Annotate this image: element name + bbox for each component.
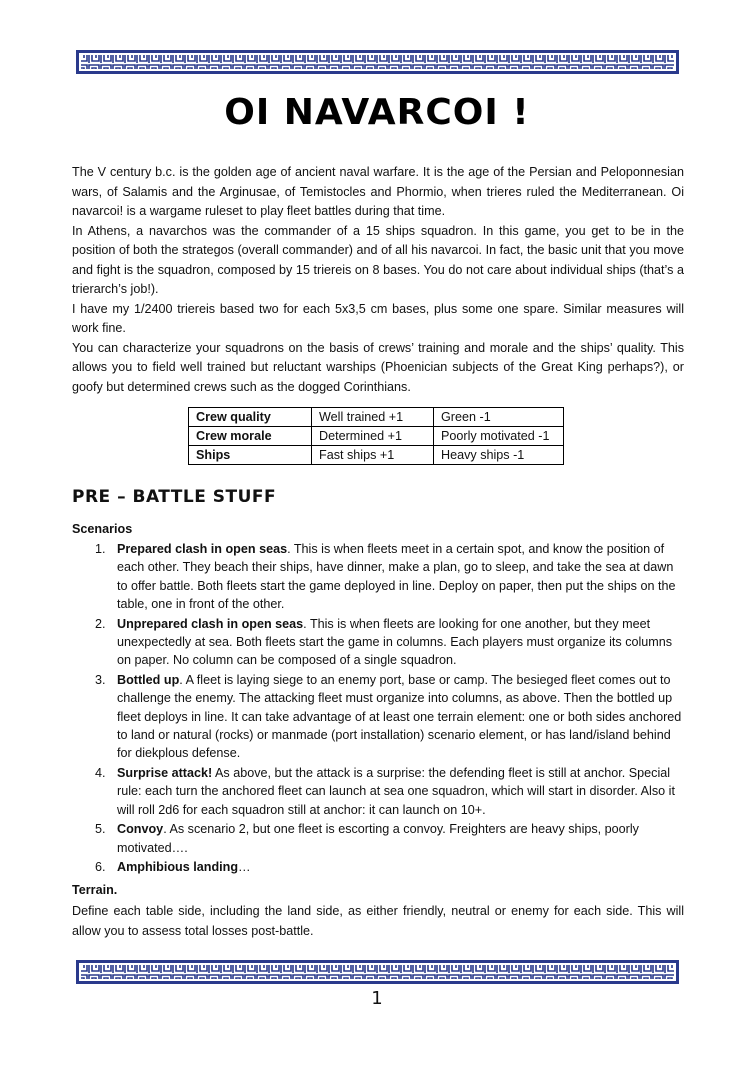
list-item — [72, 615, 684, 670]
table-cell: Ships — [189, 446, 312, 465]
scenario-name: Amphibious landing — [117, 859, 239, 874]
intro-text — [72, 163, 684, 397]
page-title: OI NAVARCOI ! — [224, 92, 530, 133]
scenario-list — [72, 540, 684, 877]
list-item — [72, 540, 684, 614]
list-item — [72, 764, 684, 819]
scenario-name: Unprepared clash in open seas — [117, 616, 304, 631]
list-item — [72, 858, 684, 876]
list-number: 2. — [95, 616, 106, 631]
scenario-name: Convoy — [117, 822, 164, 837]
intro-paragraph-3: I have my 1/2400 triereis based two for each 5x3,5 cm bases, plus some one spare. Similar measures will work fine. — [72, 301, 684, 335]
table-row — [189, 427, 564, 446]
list-number: 6. — [95, 859, 106, 874]
greek-key-border-top — [76, 50, 679, 74]
scenario-name: Surprise attack! — [117, 765, 213, 780]
scenario-text: . This is when fleets meet in a certain spot, and know the position of each other. They beach their ships, have dinner, make a plan, go to sleep, and take the sea at dawn to offer battle. Both fleets start the game deployed in line. Deploy on paper, then put the ships on the table, one in front of the other. — [117, 542, 676, 612]
list-number: 3. — [95, 672, 106, 687]
table-row — [189, 446, 564, 465]
intro-paragraph-1: The V century b.c. is the golden age of ancient naval warfare. It is the age of the Persian and Peloponnesian wars, of Salamis and the Arginusae, of Temistocles and Phormio, when trieres ruled the Mediterranean. Oi navarcoi! is a wargame ruleset to play fleet battles during that time. — [72, 165, 684, 218]
list-number: 4. — [95, 765, 106, 780]
scenario-text: . As scenario 2, but one fleet is escorting a convoy. Freighters are heavy ships, poorly motivated…. — [117, 822, 639, 855]
list-number: 1. — [95, 542, 106, 556]
scenario-text: . A fleet is laying siege to an enemy port, base or camp. The besieged fleet comes out to challenge the enemy. The attacking fleet must organize into columns, as above. Then the bottled up fleet deploys in line. It can take advantage of at least one terrain element: one or both sides anchored to land or natural (rocks) or manmade (port installation) scenario element, or has land/island behind for diekplous defense. — [117, 672, 682, 761]
terrain-text: Define each table side, including the land side, as either friendly, neutral or enemy for each side. This will allow you to assess total losses post-battle. — [72, 904, 684, 938]
scenarios-heading: Scenarios — [72, 522, 133, 536]
scenario-text: . This is when fleets are looking for one another, but they meet unexpectedly at sea. Both fleets start the game in columns. Each players must organize its columns on paper. No column can be composed of a single squadron. — [117, 616, 673, 668]
table-cell: Poorly motivated -1 — [434, 427, 564, 446]
table-cell: Well trained +1 — [312, 408, 434, 427]
list-item — [72, 820, 684, 857]
crew-table — [188, 407, 564, 465]
table-cell: Green -1 — [434, 408, 564, 427]
scenario-text: As above, but the attack is a surprise: the defending fleet is still at anchor. Special rule: each turn the anchored fleet can launch at sea one squadron, which will start in disorder. Also it will roll 2d6 for each squadron still at anchor: it can launch on 10+. — [117, 765, 675, 817]
table-cell: Crew morale — [189, 427, 312, 446]
scenario-name: Prepared clash in open seas — [117, 542, 288, 556]
list-number: 5. — [95, 822, 106, 837]
table-cell: Determined +1 — [312, 427, 434, 446]
terrain-heading: Terrain. — [72, 883, 118, 897]
intro-paragraph-4: You can characterize your squadrons on the basis of crews’ training and morale and the ships’ quality. This allows you to field well trained but reluctant warships (Phoenician subjects of the Great King perhaps?), or goofy but determined crews such as the dogged Corinthians. — [72, 340, 684, 394]
intro-paragraph-2: In Athens, a navarchos was the commander of a 15 ships squadron. In this game, you get to be in the position of both the strategos (overall commander) and of all his navarcoi. In fact, the basic unit that you move and fight is the squadron, composed by 15 triereis on 8 bases. You do not care about individual ships (that’s a trierarch’s job!). — [72, 223, 684, 296]
list-item — [72, 671, 684, 763]
scenario-text: … — [238, 859, 251, 874]
scenario-name: Bottled up — [117, 672, 180, 687]
greek-key-border-bottom — [76, 960, 679, 984]
table-row — [189, 408, 564, 427]
section-heading: PRE – BATTLE STUFF — [72, 487, 277, 507]
table-cell: Crew quality — [189, 408, 312, 427]
table-cell: Heavy ships -1 — [434, 446, 564, 465]
page-number: 1 — [371, 988, 383, 1009]
table-cell: Fast ships +1 — [312, 446, 434, 465]
